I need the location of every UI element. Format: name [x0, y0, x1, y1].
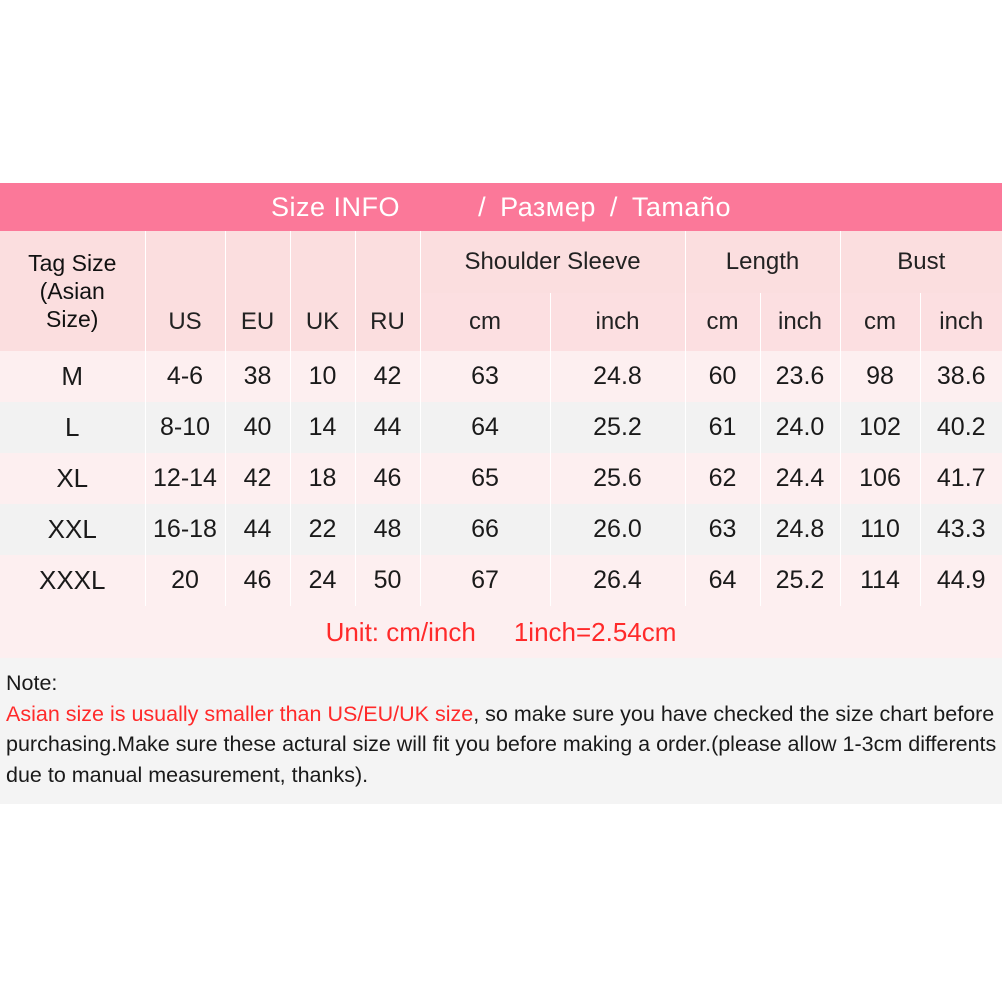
cell-length-cm: 64	[685, 555, 760, 606]
cell-us: 16-18	[145, 504, 225, 555]
cell-us: 8-10	[145, 402, 225, 453]
cell-ru: 50	[355, 555, 420, 606]
chart-title-bar	[0, 183, 1002, 231]
note-box	[0, 658, 1002, 804]
header-tag-size-line3: Size)	[46, 306, 99, 333]
header-bust: Bust	[840, 231, 1002, 293]
cell-length-cm: 62	[685, 453, 760, 504]
cell-length-inch: 25.2	[760, 555, 840, 606]
cell-uk: 18	[290, 453, 355, 504]
cell-tag-size: XXL	[0, 504, 145, 555]
header-bust-cm: cm	[840, 293, 920, 351]
header-length: Length	[685, 231, 840, 293]
header-tag-size	[0, 231, 145, 351]
cell-length-inch: 24.4	[760, 453, 840, 504]
note-label: Note:	[6, 671, 58, 695]
table-row	[0, 351, 1002, 402]
header-length-cm: cm	[685, 293, 760, 351]
cell-bust-inch: 43.3	[920, 504, 1002, 555]
cell-length-cm: 63	[685, 504, 760, 555]
cell-eu: 40	[225, 402, 290, 453]
header-tag-size-line2: (Asian	[39, 277, 105, 304]
cell-length-inch: 24.8	[760, 504, 840, 555]
size-chart	[0, 183, 1002, 804]
cell-ru: 44	[355, 402, 420, 453]
cell-shoulder-cm: 66	[420, 504, 550, 555]
cell-eu: 46	[225, 555, 290, 606]
table-header-group-row	[0, 231, 1002, 293]
note-text	[6, 699, 998, 791]
header-ru: RU	[355, 293, 420, 351]
cell-uk: 14	[290, 402, 355, 453]
cell-shoulder-cm: 63	[420, 351, 550, 402]
cell-eu: 44	[225, 504, 290, 555]
cell-bust-cm: 110	[840, 504, 920, 555]
cell-bust-inch: 38.6	[920, 351, 1002, 402]
table-row	[0, 453, 1002, 504]
cell-shoulder-cm: 65	[420, 453, 550, 504]
cell-bust-cm: 98	[840, 351, 920, 402]
cell-shoulder-cm: 67	[420, 555, 550, 606]
cell-shoulder-inch: 26.0	[550, 504, 685, 555]
header-eu: EU	[225, 293, 290, 351]
title-separator-2: /	[609, 191, 618, 222]
header-shoulder-sleeve: Shoulder Sleeve	[420, 231, 685, 293]
table-row	[0, 402, 1002, 453]
header-spacer-eu	[225, 231, 290, 293]
cell-bust-cm: 106	[840, 453, 920, 504]
cell-shoulder-inch: 25.2	[550, 402, 685, 453]
header-spacer-uk	[290, 231, 355, 293]
cell-bust-inch: 41.7	[920, 453, 1002, 504]
table-row	[0, 504, 1002, 555]
cell-length-inch: 23.6	[760, 351, 840, 402]
cell-uk: 24	[290, 555, 355, 606]
header-shoulder-cm: cm	[420, 293, 550, 351]
cell-tag-size: L	[0, 402, 145, 453]
title-label-en: Size INFO	[271, 191, 401, 222]
cell-bust-cm: 114	[840, 555, 920, 606]
header-spacer-us	[145, 231, 225, 293]
note-body-text: , so make sure you have checked the size chart before purchasing.Make sure these actural size will fit you before making a order.(please allow 1-3cm differents due to manual measurement, thanks).	[6, 701, 997, 787]
cell-length-inch: 24.0	[760, 402, 840, 453]
unit-label: Unit: cm/inch	[325, 616, 476, 647]
cell-bust-cm: 102	[840, 402, 920, 453]
header-tag-size-line1: Tag Size	[28, 249, 117, 276]
unit-note	[0, 606, 1002, 658]
cell-tag-size: XL	[0, 453, 145, 504]
cell-bust-inch: 44.9	[920, 555, 1002, 606]
note-warning-text: Asian size is usually smaller than US/EU/UK size	[6, 701, 474, 726]
table-row	[0, 555, 1002, 606]
header-spacer-ru	[355, 231, 420, 293]
unit-conversion: 1inch=2.54cm	[513, 616, 677, 647]
cell-uk: 10	[290, 351, 355, 402]
cell-shoulder-inch: 24.8	[550, 351, 685, 402]
header-length-inch: inch	[760, 293, 840, 351]
cell-shoulder-cm: 64	[420, 402, 550, 453]
cell-shoulder-inch: 25.6	[550, 453, 685, 504]
header-shoulder-inch: inch	[550, 293, 685, 351]
cell-tag-size: M	[0, 351, 145, 402]
cell-tag-size: XXXL	[0, 555, 145, 606]
cell-length-cm: 61	[685, 402, 760, 453]
size-table	[0, 231, 1002, 606]
cell-ru: 46	[355, 453, 420, 504]
title-separator-1: /	[478, 191, 487, 222]
cell-bust-inch: 40.2	[920, 402, 1002, 453]
cell-uk: 22	[290, 504, 355, 555]
cell-us: 20	[145, 555, 225, 606]
title-label-es: Tamaño	[631, 191, 731, 222]
header-us: US	[145, 293, 225, 351]
cell-us: 4-6	[145, 351, 225, 402]
header-bust-inch: inch	[920, 293, 1002, 351]
table-header-unit-row	[0, 293, 1002, 351]
cell-ru: 42	[355, 351, 420, 402]
cell-eu: 38	[225, 351, 290, 402]
cell-length-cm: 60	[685, 351, 760, 402]
cell-ru: 48	[355, 504, 420, 555]
cell-us: 12-14	[145, 453, 225, 504]
header-uk: UK	[290, 293, 355, 351]
cell-eu: 42	[225, 453, 290, 504]
cell-shoulder-inch: 26.4	[550, 555, 685, 606]
title-label-ru: Размер	[500, 191, 596, 222]
